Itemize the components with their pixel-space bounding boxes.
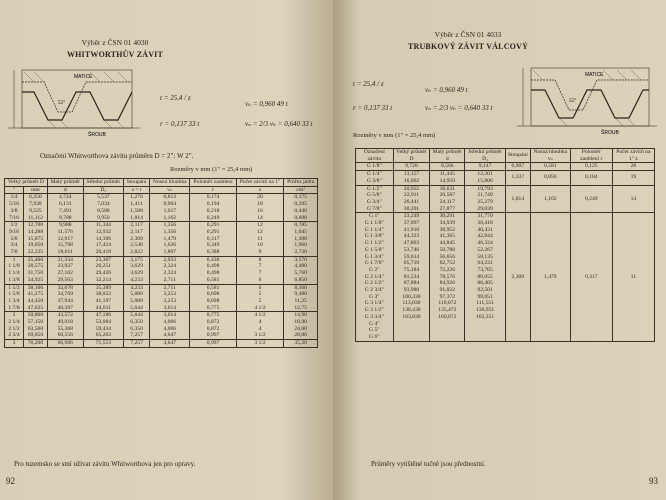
table-cell: 20 18 16 14 — [236, 194, 284, 222]
table-cell: 1/2 9/16 5/8 3/4 7/8 — [5, 222, 24, 257]
whitworth-thread-table — [4, 178, 318, 348]
table-cell: 3,175 3,629 3,629 4,233 — [124, 256, 150, 284]
table-cell: 8,360 9,480 11,25 12,75 — [284, 284, 318, 312]
column-header: Velký průměr D — [393, 149, 430, 163]
column-header: Malý průměr d — [430, 149, 465, 163]
table-cell: 6 5 5 4 1/2 — [236, 284, 284, 312]
table-cell: 3,570 4,480 5,760 6,850 — [284, 256, 318, 284]
right-footnote: Průměry vytištěné tučně jsou přednostní. — [371, 460, 486, 468]
formula-vn: vₙ = 2/3 vₕ = 0,640 33 t — [245, 120, 313, 128]
table-cell: 0,775 0,872 0,872 0,997 — [190, 312, 236, 340]
pipe-thread-profile-diagram — [511, 60, 661, 138]
column-subheader: vₙ — [150, 186, 190, 194]
column-header: Označení závitu — [356, 149, 394, 163]
column-subheader: cm² — [284, 186, 318, 194]
table-cell: 3,614 4,066 4,066 4,647 — [150, 312, 190, 340]
table-cell: 2,033 2,324 2,324 2,711 — [150, 256, 190, 284]
table-cell: 0,249 — [570, 185, 612, 213]
table-cell: 33,249 37,897 41,910 44,323 47,803 53,746 59,614 65,710 75,184 81,534 87,884 93,980 100,330 113,030 138,430 163,830 — [393, 213, 430, 341]
pipe-thread-table — [355, 148, 655, 342]
table-cell: 11,445 14,950 — [430, 171, 465, 185]
right-title: TRUBKOVÝ ZÁVIT VÁLCOVÝ — [407, 42, 529, 51]
column-header: Počet závitů na 1" z — [612, 149, 654, 163]
table-cell: G 1/4" G 3/8" — [356, 171, 394, 185]
formula-r: r = 0,137 33 t — [353, 104, 393, 112]
diagram-label-sroub: ŠROUB — [601, 130, 619, 136]
table-cell: G 1" G 1 1/8" G 1 1/4" G 1 3/8" G 1 1/2" G 1 5/8" G 1 3/4" G 1 7/8" G 2" G 2 1/4" G 2 1/2" G 2 3/4" G 3" G 3 1/4" G 3 1/2" G 3 3/4" G 4" G 5" G 6" — [356, 213, 394, 341]
table-cell: 20,955 22,911 26,441 30,201 — [393, 185, 430, 213]
column-header: Malý průměr — [47, 179, 83, 187]
table-cell: 9,728 — [393, 163, 430, 171]
table-cell: 71,553 — [83, 340, 123, 348]
table-cell: 32,678 34,769 37,944 40,397 — [47, 284, 83, 312]
column-header: Stoupání — [124, 179, 150, 187]
table-row — [356, 185, 655, 213]
table-cell: 1,270 1,411 1,588 1,814 — [124, 194, 150, 222]
table-cell: 9,147 — [465, 163, 506, 171]
diagram-angle: 55° — [58, 101, 65, 106]
column-subheader: z — [236, 186, 284, 194]
table-cell: 12 12 11 10 9 — [236, 222, 284, 257]
diagram-label-sroub: ŠROUB — [88, 132, 106, 138]
table-row — [5, 256, 318, 284]
left-header: Výběr z ČSN 01 4030 — [81, 38, 149, 47]
diagram-label-matice: MATICE — [585, 72, 604, 78]
table-cell: 13,157 16,662 — [393, 171, 430, 185]
formula-t: t = 25,4 / z — [160, 94, 191, 102]
table-row — [5, 340, 318, 348]
column-header: Střední průměr D₂ — [465, 149, 506, 163]
column-subheader: D₂ — [83, 186, 123, 194]
column-header: Střední průměr — [83, 179, 123, 187]
table-cell: 12,700 14,288 15,875 19,050 22,225 — [24, 222, 48, 257]
table-cell: 0,997 — [190, 340, 236, 348]
diagram-label-matice: MATICE — [74, 74, 93, 80]
table-cell: G 1/8" — [356, 163, 394, 171]
table-cell: 0,436 0,498 0,498 0,581 — [190, 256, 236, 284]
right-header: Výběr z ČSN 01 4033 — [434, 30, 502, 39]
table-row — [356, 163, 655, 171]
table-cell: 3 — [5, 340, 24, 348]
table-row — [5, 222, 318, 257]
table-cell: 21,334 23,927 27,102 29,503 — [47, 256, 83, 284]
table-cell: 0,174 0,194 0,218 0,249 — [190, 194, 236, 222]
table-cell: 2,711 3,253 3,253 3,614 — [150, 284, 190, 312]
table-cell: 0,317 — [570, 213, 612, 341]
table-cell: 35,389 38,022 41,197 44,011 — [83, 284, 123, 312]
column-header: Nosná hloubka vₙ — [530, 149, 570, 163]
table-cell: 1,162 — [530, 185, 570, 213]
table-cell: 1/4 5/16 3/8 7/16 — [5, 194, 24, 222]
table-cell: 0,785 1,045 1,308 1,960 2,720 — [284, 222, 318, 257]
designation-note: Označení Whitworthova závitu průměru D = 2": W 2". — [40, 152, 194, 160]
table-cell: 1 1 1/8 1 1/4 1 3/8 — [5, 256, 24, 284]
table-cell: 38,100 41,275 44,450 47,625 — [24, 284, 48, 312]
table-cell: 5,644 6,350 6,350 7,257 — [124, 312, 150, 340]
table-cell: 4,233 5,080 5,080 5,644 — [124, 284, 150, 312]
table-row — [356, 171, 655, 185]
table-cell: 0,856 — [530, 171, 570, 185]
formula-r: r = 0,137 33 t — [160, 120, 200, 128]
table-cell: 2,309 — [505, 213, 530, 341]
column-subheader: d — [47, 186, 83, 194]
column-header: Poloměr zaoblení r — [570, 149, 612, 163]
right-units: Rozměry v mm (1" = 25,4 mm) — [353, 132, 436, 139]
column-subheader: s = t — [124, 186, 150, 194]
table-cell: 7,257 — [124, 340, 150, 348]
table-cell: 6,350 7,938 9,525 11,112 — [24, 194, 48, 222]
left-footnote: Pro tuzemsko se smí užívat závitu Whitworthova jen pro opravy. — [14, 460, 196, 468]
table-cell: 8,566 — [430, 163, 465, 171]
table-cell: 0,125 — [570, 163, 612, 171]
table-cell: 50,800 57,150 63,500 69,850 — [24, 312, 48, 340]
left-page-number: 92 — [6, 476, 15, 486]
table-cell: 2 2 1/4 2 1/2 2 3/4 — [5, 312, 24, 340]
table-cell: 0,291 0,291 0,317 0,349 0,388 — [190, 222, 236, 257]
table-cell: 1 1/2 1 5/8 1 3/4 1 7/8 — [5, 284, 24, 312]
table-subheader-row — [5, 186, 318, 194]
table-cell: 1,479 — [530, 213, 570, 341]
table-cell: 0,175 0,295 0,440 0,608 — [284, 194, 318, 222]
table-cell: 5,537 7,034 8,508 9,950 — [83, 194, 123, 222]
table-cell: 4 1/2 4 4 3 1/2 — [236, 312, 284, 340]
column-subheader: mm — [24, 186, 48, 194]
table-cell: 19 — [612, 171, 654, 185]
table-cell: 1,337 — [505, 171, 530, 185]
table-cell: 23,367 26,251 29,426 32,214 — [83, 256, 123, 284]
column-header: Počet závitů na 1" — [236, 179, 284, 187]
table-cell: 14 — [612, 185, 654, 213]
table-row — [5, 284, 318, 312]
table-cell: 0,581 — [530, 163, 570, 171]
table-cell: 76,200 — [24, 340, 48, 348]
column-header: Stoupání — [505, 149, 530, 163]
column-subheader: r — [190, 186, 236, 194]
right-page — [333, 0, 666, 500]
formula-vh: vₕ = 0,960 49 t — [245, 100, 288, 108]
table-cell: 8 7 7 6 — [236, 256, 284, 284]
column-subheader: " — [5, 186, 24, 194]
column-header: Velký průměr D — [5, 179, 48, 187]
table-cell: 43,572 49,018 55,368 60,556 — [47, 312, 83, 340]
table-cell: 0,907 — [505, 163, 530, 171]
table-cell: 30,291 34,939 38,952 41,365 44,845 50,788 56,656 62,752 72,226 78,576 84,926 91,022 97,372 110,072 135,472 160,872 — [430, 213, 465, 341]
table-header-row — [356, 149, 655, 163]
table-cell: 18,631 20,587 24,117 27,877 — [430, 185, 465, 213]
diagram-angle: 55° — [569, 99, 576, 104]
table-cell: 4,724 6,131 7,491 8,788 — [47, 194, 83, 222]
formula-vh: vₕ = 0,960 49 t — [425, 86, 468, 94]
table-cell: 31,770 36,418 40,431 42,844 46,324 52,267 58,135 64,231 73,705 80,055 86,405 92,501 98,851 111,551 136,951 162,351 — [465, 213, 506, 341]
table-cell: 2,117 2,117 2,309 2,540 2,822 — [124, 222, 150, 257]
table-header-row — [5, 179, 318, 187]
table-cell: 4,647 — [150, 340, 190, 348]
formula-t: t = 25,4 / z — [353, 80, 384, 88]
table-row — [5, 312, 318, 340]
whitworth-thread-profile-diagram — [4, 62, 144, 140]
column-header: Průřez jádra — [284, 179, 318, 187]
table-cell: 0,581 0,698 0,698 0,775 — [190, 284, 236, 312]
table-row — [5, 194, 318, 222]
table-cell: 0,813 0,904 1,017 1,162 — [150, 194, 190, 222]
table-cell: 11 — [612, 213, 654, 341]
table-cell: 3 1/2 — [236, 340, 284, 348]
table-cell: 14,90 18,90 24,00 28,80 — [284, 312, 318, 340]
table-cell: 28 — [612, 163, 654, 171]
left-title: WHITWORTHŮV ZÁVIT — [66, 50, 164, 59]
table-row — [356, 213, 655, 341]
right-page-number: 93 — [649, 476, 658, 486]
table-cell: 47,186 53,084 59,434 65,203 — [83, 312, 123, 340]
left-units: Rozměry v mm (1" = 25,4 mm) — [170, 166, 253, 173]
formula-vn: vₙ = 2/3 vₕ = 0,640 33 t — [425, 104, 493, 112]
table-cell: 11,344 12,932 14,396 17,424 20,418 — [83, 222, 123, 257]
table-cell: 19,793 21,749 25,279 29,039 — [465, 185, 506, 213]
table-cell: G 1/2" G 5/8" G 3/4" G 7/8" — [356, 185, 394, 213]
table-cell: 1,814 — [505, 185, 530, 213]
column-header: Nosná hloubka — [150, 179, 190, 187]
table-cell: 0,184 — [570, 171, 612, 185]
table-cell: 25,400 28,575 31,750 34,925 — [24, 256, 48, 284]
table-cell: 9,988 11,576 12,917 15,798 18,611 — [47, 222, 83, 257]
table-cell: 12,301 15,806 — [465, 171, 506, 185]
table-cell: 66,906 — [47, 340, 83, 348]
table-cell: 1,356 1,356 1,479 1,626 1,807 — [150, 222, 190, 257]
column-header: Poloměr zaoblení — [190, 179, 236, 187]
table-cell: 35,20 — [284, 340, 318, 348]
